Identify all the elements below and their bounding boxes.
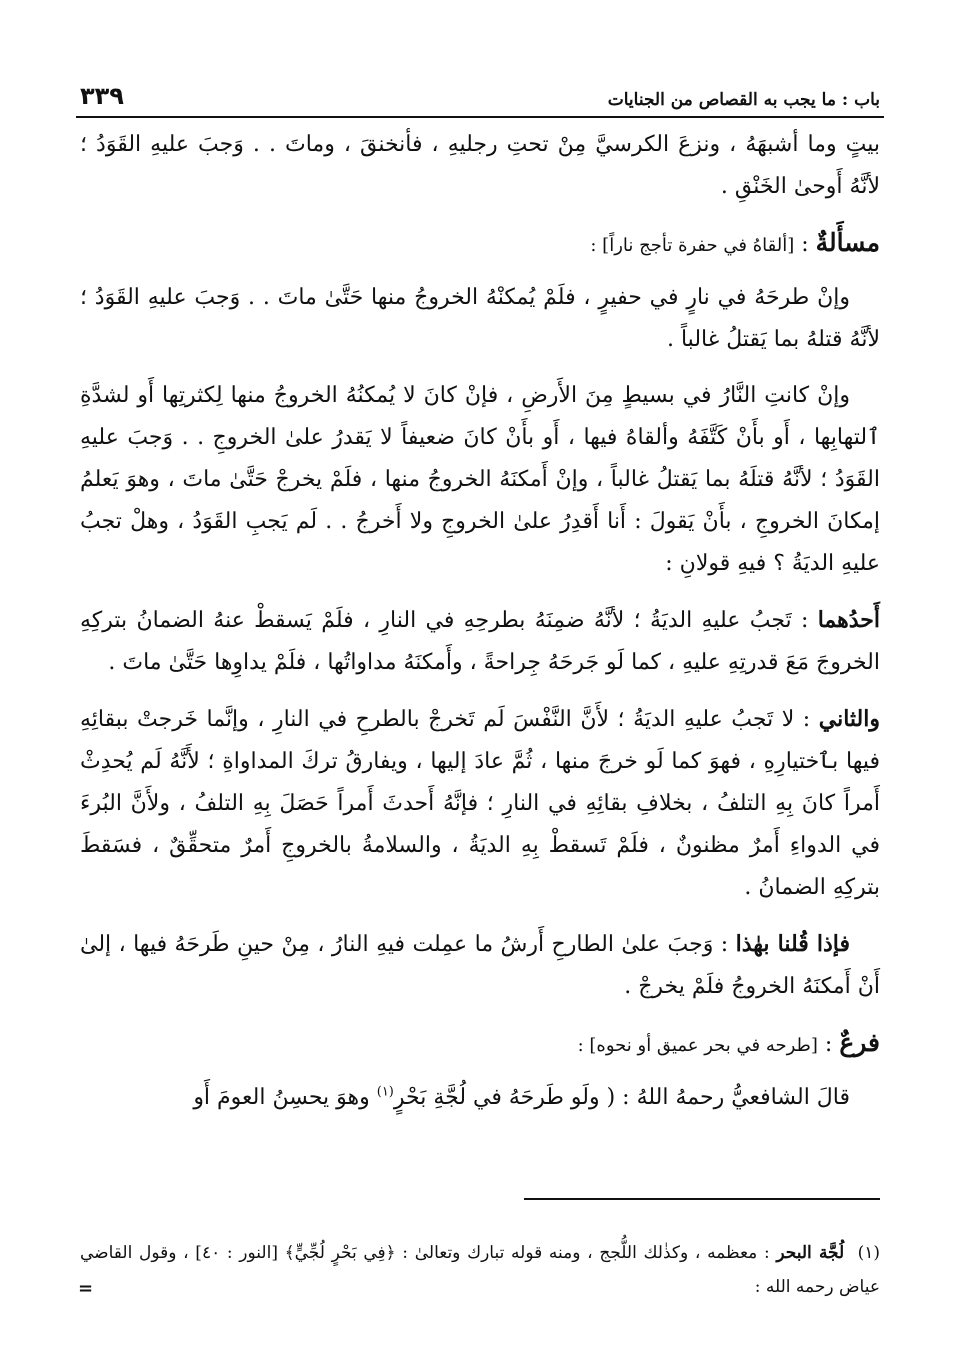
footnote-1 <box>80 1236 880 1304</box>
main-text <box>80 124 880 1133</box>
first-opinion-lead: أَحدُهما <box>817 607 880 633</box>
far-title: [طرحه في بحر عميق أو نحوه] : <box>577 1035 818 1056</box>
quote-before: قالَ الشافعيُّ رحمهُ اللهُ : ( ولَو طَرحَهُ في لُجَّةِ بَحْرٍ <box>393 1085 850 1110</box>
second-opinion-lead: والثاني <box>818 706 880 732</box>
paragraph-2: وإنْ طرحَهُ في نارٍ في حفيرٍ ، فلَمْ يُمكنْهُ الخروجُ منها حَتَّىٰ ماتَ . . وَجبَ عليهِ القَوَدُ ؛ لأنَّهُ قتلهُ بما يَقتلُ غالباً . <box>80 285 880 352</box>
paragraph-1: بيتٍ وما أشبهَهُ ، ونزعَ الكرسيَّ مِنْ تحتِ رجليهِ ، فأنخنقَ ، وماتَ . . وَجبَ عليهِ القَوَدُ ؛ لأنَّهُ أَوحىٰ الخَنْقِ . <box>80 132 880 199</box>
running-title: باب : ما يجب به القصاص من الجنايات <box>607 90 880 110</box>
paragraph-shafii-quote <box>80 1077 880 1119</box>
footnote-continuation-mark: = <box>78 1278 94 1299</box>
page-number: ٣٣٩ <box>80 82 124 110</box>
footnote-rule <box>524 1198 880 1200</box>
quote-after: وهوَ يحسِنُ العومَ أَو <box>193 1085 377 1110</box>
paragraph-3: وإنْ كانتِ النَّارُ في بسيطٍ مِنَ الأَرضِ ، فإنْ كانَ لا يُمكنُهُ الخروجُ منها لِكثرتِها أَو لشدَّةِ ٱلتهابِها ، أَو بأَنْ كَتَّفَهُ وألقاهُ فيها ، أَو بأَنْ كانَ ضعيفاً لا يَقدرُ علىٰ الخروجِ . . وَجبَ عليهِ القَوَدُ ؛ لأنَّهُ قتلَهُ بما يَقتلُ غالباً ، وإنْ أَمكنَهُ الخروجُ منها ، فلَمْ يخرجْ حَتَّىٰ ماتَ ، وهوَ يَعلمُ إمكانَ الخروجِ ، بأَنْ يَقولَ : أَنا أَقدِرُ علىٰ الخروجِ ولا أَخرجُ . . لَم يَجبِ القَوَدُ ، وهلْ تجبُ عليهِ الديَةُ ؟ فيهِ قولانِ : <box>80 383 880 576</box>
footnote-term: لُجَّة البحر <box>776 1243 845 1263</box>
paragraph-second-opinion <box>80 698 880 909</box>
first-opinion-text: : تَجبُ عليهِ الديَةُ ؛ لأنَّهُ ضمِنَهُ بطرحِهِ في النارِ ، فلَمْ يَسقطْ عنهُ الضمانُ بتركِهِ الخروجَ مَعَ قدرتِهِ عليهِ ، كما لَو جَرحَهُ جِراحةً ، وأَمكنَهُ مداواتُها ، فلَمْ يداوِها حَتَّىٰ ماتَ . <box>80 608 880 675</box>
paragraph-ruling <box>80 923 880 1008</box>
far-heading <box>80 1022 880 1067</box>
footnote-text: : معظمه ، وكذٰلك اللُّجج ، ومنه قوله تبارك وتعالىٰ : ﴿فِي بَحْرٍ لُجِّيٍّ﴾ [النور : ٤٠] ، وقول القاضي عياض رحمه الله : <box>80 1243 880 1297</box>
masala-heading <box>80 222 880 267</box>
header-rule <box>76 116 884 118</box>
far-label: فرعٌ <box>839 1028 880 1057</box>
masala-label: مسأَلةٌ <box>815 228 880 257</box>
far-sep: : <box>817 1032 840 1057</box>
second-opinion-text: : لا تَجبُ عليهِ الديَةُ ؛ لأَنَّ النَّفْسَ لَم تَخرجْ بالطرحِ في النارِ ، وإنَّما خَرجتْ ببقائِهِ فيها بٱختيارِهِ ، فهوَ كما لَو خرجَ منها ، ثُمَّ عادَ إليها ، ويفارقُ تركَ المداواةِ ؛ لأَنَّهُ لَم يُحدِثْ أَمراً كانَ بِهِ التلفُ ، بخلافِ بقائِهِ في النارِ ؛ فإنَّهُ أَحدثَ أَمراً حَصَلَ بِهِ التلفُ ، ولأَنَّ البُرءَ في الدواءِ أَمرٌ مظنونٌ ، فلَمْ تَسقطْ بِهِ الديَةُ ، والسلامةُ بالخروجِ أَمرٌ متحقِّقٌ ، فسَقطَ بتركِهِ الضمانُ . <box>80 707 880 900</box>
footnote-reference[interactable]: (١) <box>376 1084 394 1100</box>
masala-title: [ألقاهُ في حفرة تأجج ناراً] : <box>590 235 795 256</box>
ruling-lead: فإذا قُلنا بهٰذا <box>735 931 850 957</box>
page-header <box>80 78 880 110</box>
footnote-number: (١) <box>857 1243 881 1263</box>
masala-sep: : <box>794 232 816 257</box>
paragraph-first-opinion <box>80 599 880 684</box>
ruling-text: : وَجبَ علىٰ الطارحِ أَرشُ ما عمِلت فيهِ النارُ ، مِنْ حينِ طَرحَهُ فيها ، إلىٰ أَنْ أَمكنَهُ الخروجُ فلَمْ يخرجْ . <box>80 932 880 999</box>
